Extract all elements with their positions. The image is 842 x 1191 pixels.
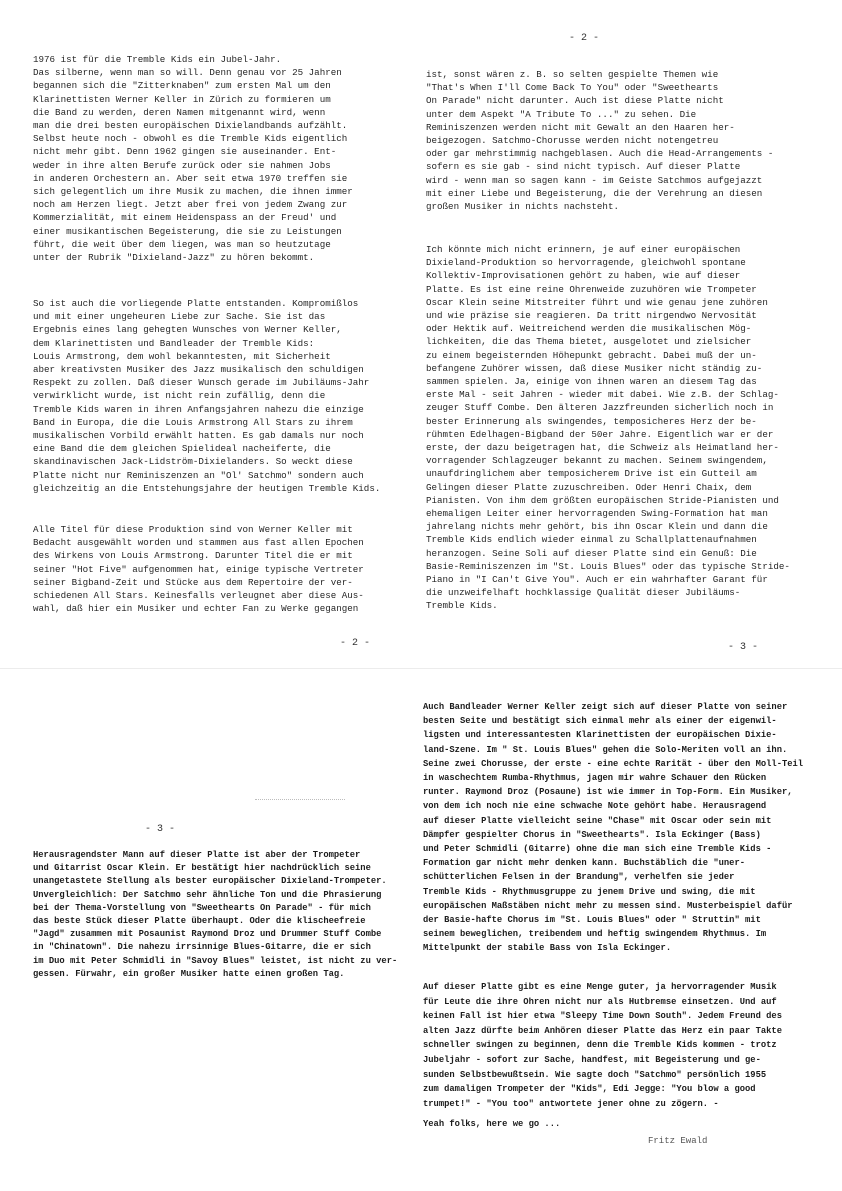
dotted-separator [255,799,345,801]
page-number-left-top-footer: - 2 - [340,638,371,649]
left-top-paragraph-1: 1976 ist für die Tremble Kids ein Jubel-Jahr. Das silberne, wenn man so will. Denn genau vor 25 Jahren begannen sich die "Zitterknaben" zum ersten Mal um den Klarinettisten Werner Keller in Zürich zu formieren um die Band zu werden, deren Namen mitgenannt wird, wenn man die drei besten europäischen Dixielandbands aufzählt. Selbst heute noch - obwohl es die Tremble Kids eigentlich nicht mehr gibt. Denn 1962 gingen sie auseinander. Ent- weder in ihre alten Berufe zurück oder sie nahmen Jobs in anderen Orchestern an. Aber seit etwa 1970 treffen sie sich gelegentlich um ihre Musik zu machen, die ihnen immer noch am Herzen liegt. Jetzt aber frei von jedem Zwang zur Kommerzialität, mit einem Heidenspass an der Freud' und einer musikantischen Begeisterung, die sie zu Leistungen führt, die weit über dem liegen, was man so heutzutage unter der Rubrik "Dixieland-Jazz" zu hören bekommt. [33,54,353,264]
right-bottom-paragraph-1: Auch Bandleader Werner Keller zeigt sich auf dieser Platte von seiner besten Seite und bestätigt sich einmal mehr als einer der eigenwil- ligsten und interessantesten Klarinettisten der europäischen Dixie- land-Szene. Im " St. Louis Blues" gehen die Solo-Meriten voll an ihn. Seine zwei Chorusse, der erste - eine echte Rarität - über den Moll-Teil in waschechtem Rumba-Rhythmus, jagen mir wahre Schauer den Rücken runter. Raymond Droz (Posaune) ist wie immer in Top-Form. Ein Musiker, von dem ich noch nie eine schwache Note gehört habe. Herausragend auf dieser Platte vielleicht seine "Chase" mit Oscar oder sein mit Dämpfer gespielter Chorus in "Sweethearts". Isla Eckinger (Bass) und Peter Schmidli (Gitarre) ohne die man sich eine Tremble Kids - Formation gar nicht mehr denken kann. Buchstäblich die "uner- schütterlichen Felsen in der Brandung", verhelfen sie jeder Tremble Kids - Rhythmusgruppe zu jenem Drive und swing, die mit europäischen Maßstäben nicht mehr zu messen sind. Musterbeispiel dafür der Basie-hafte Chorus im "St. Louis Blues" oder " Struttin" mit seinem beweglichen, treibendem und heftig swingendem Rhythmus. Im Mittelpunkt der stabile Bass von Isla Eckinger. [423,702,804,954]
signature: Fritz Ewald [648,1136,708,1143]
left-top-paragraph-3: Alle Titel für diese Produktion sind von Werner Keller mit Bedacht ausgewählt worden und stammen aus fast allen Epochen des Wirkens von Louis Armstrong. Darunter Titel die er mit seiner "Hot Five" aufgenommen hat, einige typische Vertreter seiner Bigband-Zeit und Stücke aus dem Repertoire der ver- schiedenen All Stars. Keinesfalls verleugnet aber diese Aus- wahl, daß hier ein Musiker und echter Fan zu Werke gegangen [33,524,364,615]
page-number-right-top-footer: - 3 - [728,642,759,653]
fold-line [0,668,842,669]
page-number-top-right: - 2 - [569,33,600,44]
left-bottom-paragraph-1: Herausragendster Mann auf dieser Platte ist aber der Trompeter und Gitarrist Oscar Klein. Er bestätigt hier nachdrücklich seine unangetastete Stellung als bester europäischer Dixieland-Trompeter. Unvergleichlich: Der Satchmo sehr ähnliche Ton und die Phrasierung bei der Thema-Vorstellung von "Sweethearts On Parade" - für mich das beste Stück dieser Platte überhaupt. Oder die klischeefreie "Jagd" zusammen mit Posaunist Raymond Droz und Drummer Stuff Combe in "Chinatown". Die nahezu irrsinnige Blues-Gitarre, die er sich im Duo mit Peter Schmidli in "Savoy Blues" leistet, ist nicht zu ver- gessen. Fürwahr, ein großer Musiker hatte einen großen Tag. [33,850,398,979]
right-top-paragraph-2: Ich könnte mich nicht erinnern, je auf einer europäischen Dixieland-Produktion so hervorragende, gleichwohl spontane Kollektiv-Improvisationen gehört zu haben, wie auf dieser Platte. Es ist eine reine Ohrenweide zuzuhören wie Trompeter Oscar Klein seine Mitstreiter führt und wie genau jene zuhören und wie präzise sie reagieren. Da tritt nirgendwo Nervosität oder Hektik auf. Weitreichend werden die musikalischen Mög- lichkeiten, die das Thema bietet, ausgelotet und zielsicher zu einem begeisternden Höhepunkt gebracht. Dabei muß der un- befangene Zuhörer wissen, daß diese Musiker nicht ständig zu- sammen spielen. Ja, einige von ihnen waren an diesem Tag das erste Mal - seit Jahren - wieder mit dabei. Wie z.B. der Schlag- zeuger Stuff Combe. Den älteren Jazzfreunden sicherlich noch in bester Erinnerung als swingendes, temposicheres Herz der be- rühmten Edelhagen-Bigband der 50er Jahre. Eigentlich war er der erste, der dazu beigetragen hat, die Schweiz als Heimatland her- vorragender Schlagzeuger bekannt zu machen. Seinem swingendem, unaufdringlichem aber temposicherem Drive ist ein Gutteil am Gelingen dieser Platte zuzuschreiben. Oder Henri Chaix, dem Pianisten. Von ihm dem größten europäischen Stride-Pianisten und ehemaligen Leiter einer hervorragenden Swing-Formation hat man jahrelang nichts mehr gehört, bis ihn Oscar Klein und dann die Tremble Kids endlich wieder einmal zu Schallplattenaufnahmen heranzogen. Seine Soli auf dieser Platte sind ein Genuß: Die Basie-Reminiszenzen im "St. Louis Blues" oder das typische Stride- Piano in "I Can't Give You". Auch er ein wahrhafter Garant für die unzweifelhaft hochklassige Qualität dieser Jubiläums- Tremble Kids. [426,244,790,612]
left-top-paragraph-2: So ist auch die vorliegende Platte entstanden. Kompromißlos und mit einer ungeheuren Liebe zur Sache. Sie ist das Ergebnis eines lang gehegten Wunsches von Werner Keller, dem Klarinettisten und Bandleader der Tremble Kids: Louis Armstrong, dem wohl bekanntesten, mit Sicherheit aber kreativsten Musiker des Jazz musikalisch den schuldigen Respekt zu zollen. Daß dieser Wunsch gerade im Jubiläums-Jahr verwirklicht wurde, ist nicht rein zufällig, denn die Tremble Kids waren in ihren Anfangsjahren nahezu die einzige Band in Europa, die die Louis Armstrong All Stars zu ihrem musikalischen Vorbild erwählt hatten. Es gab damals nur noch eine Band die dem gleichen Spielideal nacheiferte, die skandinavischen Jack-Lidström-Dixielanders. So weckt diese Platte nicht nur Reminiszenzen an "Ol' Satchmo" sondern auch gleichzeitig an die Entstehungsjahre der heutigen Tremble Kids. [33,298,381,494]
closing-line: Yeah folks, here we go ... [423,1119,561,1129]
page-number-left-bottom-header: - 3 - [145,824,176,835]
right-bottom-paragraph-2: Auf dieser Platte gibt es eine Menge guter, ja hervorragender Musik für Leute die ihre Ohren nicht nur als Hutbremse einsetzen. Und auf keinen Fall ist hier etwa "Sleepy Time Down South". Jedem Freund des alten Jazz dürfte beim Anhören dieser Platte das Herz ein paar Takte schneller swingen zu beginnen, denn die Tremble Kids kommen - trotz Jubeljahr - sofort zur Sache, handfest, mit Begeisterung und ge- sunden Selbstbewußtsein. Wie sagte doch "Satchmo" persönlich 1955 zum damaligen Trompeter der "Kids", Edi Jegge: "You blow a good trumpet!" - "You too" antwortete jener ohne zu zögern. - [423,982,782,1109]
right-top-paragraph-1: ist, sonst wären z. B. so selten gespielte Themen wie "That's When I'll Come Back To You" oder "Sweethearts On Parade" nicht darunter. Auch ist diese Platte nicht unter dem Aspekt "A Tribute To ..." zu sehen. Die Reminiszenzen werden nicht mit Gewalt an den Haaren her- beigezogen. Satchmo-Chorusse werden nicht notengetreu oder gar mehrstimmig nachgeblasen. Auch die Head-Arrangements - sofern es sie gab - sind nicht typisch. Auf dieser Platte wird - wenn man so sagen kann - im Geiste Satchmos aufgejazzt mit einer Liebe und Begeisterung, die der Verehrung an diesen großen Musiker in nichts nachsteht. [426,69,774,213]
